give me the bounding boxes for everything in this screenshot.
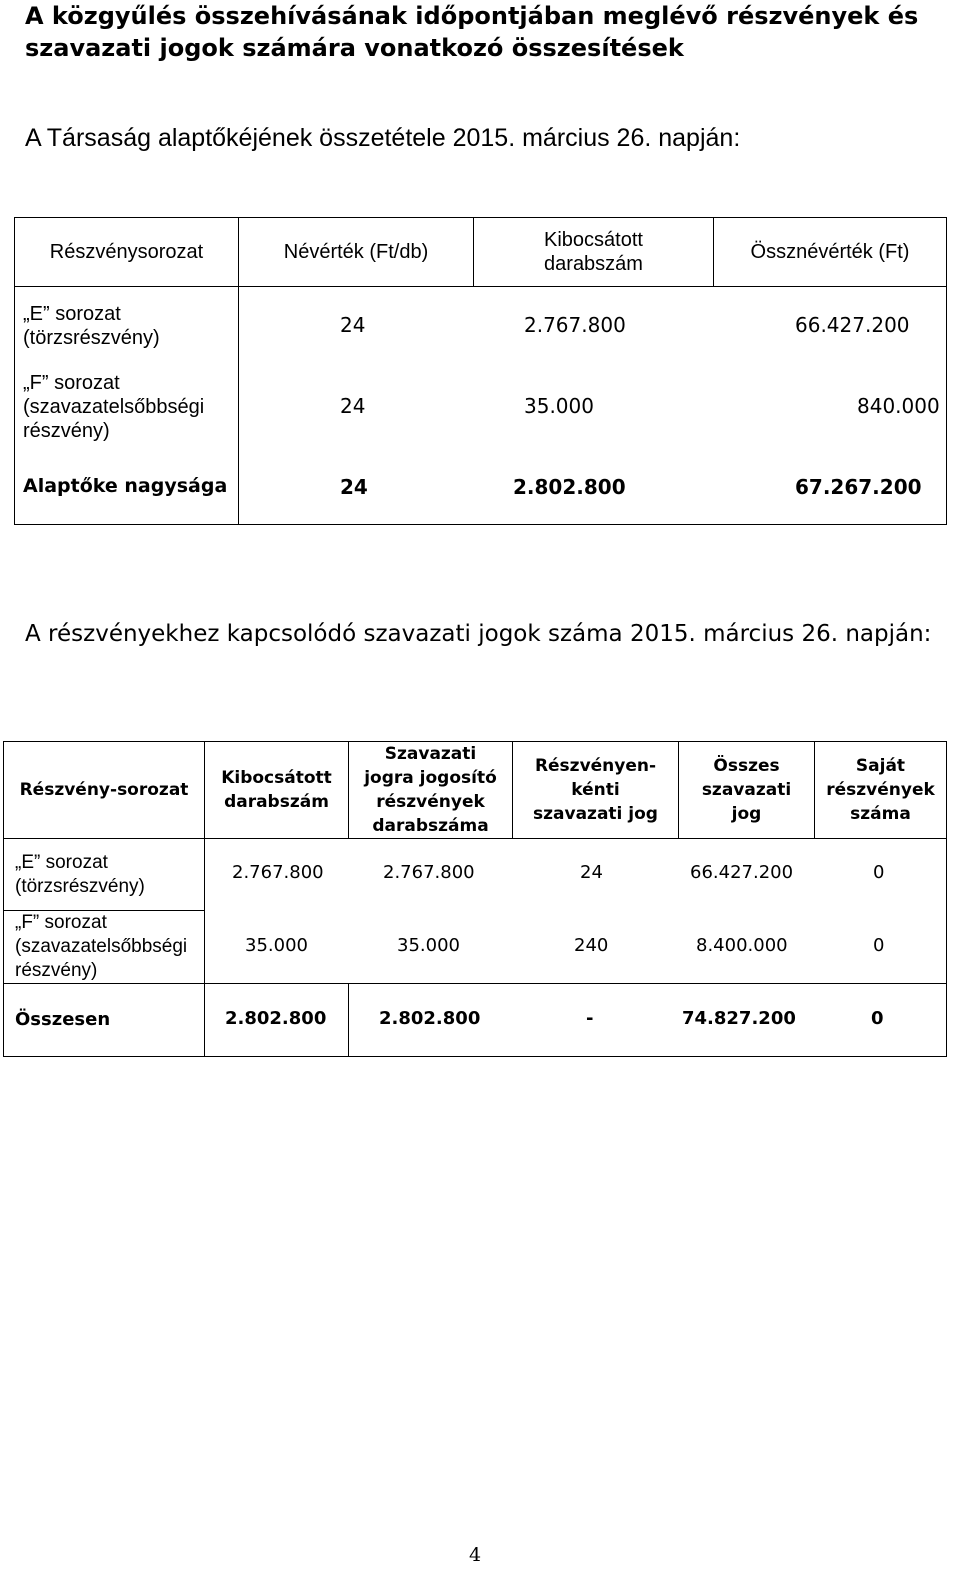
- total-nominal: 67.267.200: [795, 474, 922, 499]
- treasury-shares: 0: [871, 1008, 884, 1029]
- total-votes: 66.427.200: [690, 862, 794, 883]
- total-votes: 8.400.000: [696, 934, 788, 956]
- table-row-total: [15, 449, 947, 525]
- column-header: [513, 742, 679, 839]
- table-row: [15, 365, 947, 449]
- row-label: „F” sorozat (szavazatelsőbbségi részvény): [4, 911, 205, 984]
- votes-per-share: 240: [574, 934, 609, 956]
- treasury-shares: 0: [873, 862, 885, 883]
- row-label: „F” sorozat (szavazatelsőbbségi részvény): [15, 365, 239, 449]
- nominal-value: 24: [340, 313, 366, 337]
- voting-rights-table: [3, 741, 947, 1057]
- column-header-text: Összes szavazati jog: [701, 756, 792, 824]
- total-votes: 74.827.200: [682, 1008, 796, 1029]
- column-header: Részvénysorozat: [15, 218, 239, 287]
- section2-title: A részvényekhez kapcsolódó szavazati jogok száma 2015. március 26. napján:: [25, 621, 932, 647]
- column-header: Névérték (Ft/db): [239, 218, 474, 287]
- column-header: Részvény-sorozat: [4, 742, 205, 839]
- table-header-row: [15, 218, 947, 287]
- document-heading: A közgyűlés összehívásának időpontjában meglévő részvények és szavazati jogok számára vonatkozó összesítések: [25, 2, 919, 62]
- column-header: [679, 742, 815, 839]
- issued-count: 35.000: [245, 934, 308, 956]
- table-row: [15, 287, 947, 365]
- issued-count: 2.802.800: [225, 1008, 327, 1029]
- table-header-row: [4, 742, 947, 839]
- column-header-text: Kibocsátott darabszám: [544, 229, 643, 275]
- issued-count: 2.802.800: [513, 474, 626, 499]
- column-header-text: Saját részvények száma: [826, 756, 935, 824]
- table-row: [4, 839, 947, 911]
- row-values: [205, 839, 947, 911]
- votes-per-share: -: [586, 1008, 594, 1029]
- page-number: 4: [469, 1544, 482, 1566]
- column-header: [349, 742, 513, 839]
- nominal-value: 24: [340, 393, 366, 418]
- nominal-value: 24: [340, 474, 368, 499]
- row-label: „E” sorozat (törzsrészvény): [4, 839, 205, 911]
- treasury-shares: 0: [873, 934, 885, 956]
- total-nominal: 840.000: [857, 393, 940, 418]
- row-values: [239, 449, 947, 525]
- column-header: [815, 742, 947, 839]
- voting-shares: 2.767.800: [383, 862, 475, 883]
- row-values: [239, 365, 947, 449]
- issued-count: 35.000: [524, 393, 594, 418]
- row-label: Alaptőke nagysága: [15, 449, 239, 525]
- section1-title: A Társaság alaptőkéjének összetétele 2015. március 26. napján:: [25, 124, 741, 152]
- row-label: „E” sorozat (törzsrészvény): [15, 287, 239, 365]
- row-values: [349, 984, 947, 1057]
- column-header: Össznévérték (Ft): [714, 218, 947, 287]
- row-values: [239, 287, 947, 365]
- share-capital-table: [14, 217, 947, 525]
- column-header-text: Szavazati jogra jogosító részvények darabszáma: [364, 744, 497, 836]
- total-nominal: 66.427.200: [795, 313, 910, 337]
- table-row-total: [4, 984, 947, 1057]
- column-header: [474, 218, 714, 287]
- table-row: [4, 911, 947, 984]
- row-values: [205, 911, 947, 984]
- issued-count-cell: [205, 984, 349, 1057]
- row-label: Összesen: [4, 984, 205, 1057]
- issued-count: 2.767.800: [232, 862, 324, 883]
- voting-shares: 35.000: [397, 934, 460, 956]
- column-header-text: Részvényen-kénti szavazati jog: [533, 756, 658, 824]
- votes-per-share: 24: [580, 862, 603, 883]
- issued-count: 2.767.800: [524, 313, 626, 337]
- column-header-text: Kibocsátott darabszám: [221, 768, 332, 812]
- voting-shares: 2.802.800: [379, 1008, 481, 1029]
- column-header: [205, 742, 349, 839]
